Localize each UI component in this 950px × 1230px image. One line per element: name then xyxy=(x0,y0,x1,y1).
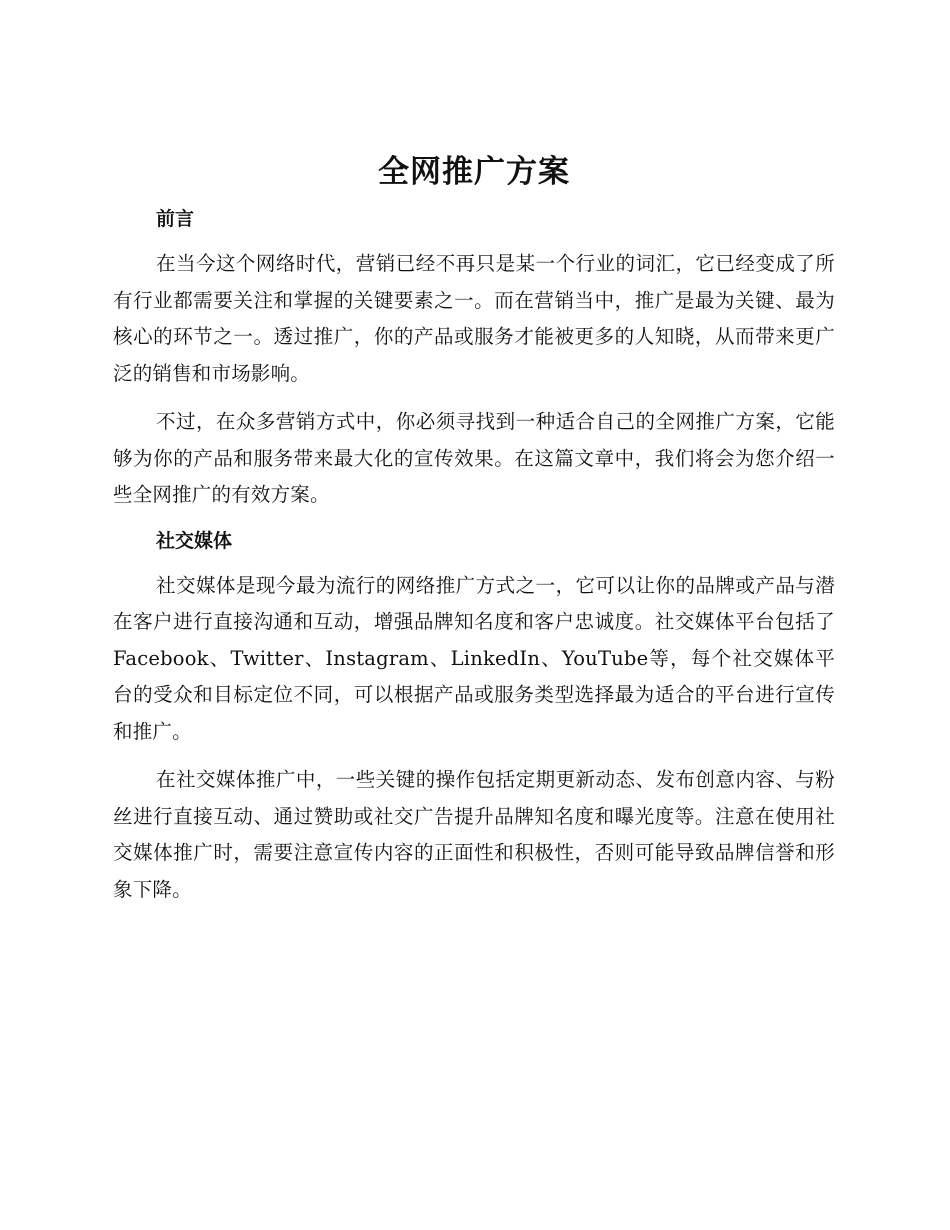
preface-paragraph-1: 在当今这个网络时代，营销已经不再只是某一个行业的词汇，它已经变成了所有行业都需要关注和掌握的关键要素之一。而在营销当中，推广是最为关键、最为核心的环节之一。透过推广，你的产品或服务才能被更多的人知晓，从而带来更广泛的销售和市场影响。 xyxy=(113,252,835,385)
social-media-paragraph-1: 社交媒体是现今最为流行的网络推广方式之一，它可以让你的品牌或产品与潜在客户进行直接沟通和互动，增强品牌知名度和客户忠诚度。社交媒体平台包括了Facebook、Twitter、Instagram、LinkedIn、YouTube等，每个社交媒体平台的受众和目标定位不同，可以根据产品或服务类型选择最为适合的平台进行宣传和推广。 xyxy=(113,573,835,743)
document-title: 全网推广方案 xyxy=(378,154,570,190)
document-body xyxy=(113,146,835,920)
preface-paragraph-2: 不过，在众多营销方式中，你必须寻找到一种适合自己的全网推广方案，它能够为你的产品和服务带来最大化的宣传效果。在这篇文章中，我们将会为您介绍一些全网推广的有效方案。 xyxy=(113,410,835,506)
section-heading-preface: 前言 xyxy=(156,208,195,230)
social-media-paragraph-2: 在社交媒体推广中，一些关键的操作包括定期更新动态、发布创意内容、与粉丝进行直接互动、通过赞助或社交广告提升品牌知名度和曝光度等。注意在使用社交媒体推广时，需要注意宣传内容的正面性和积极性，否则可能导致品牌信誉和形象下降。 xyxy=(113,768,835,901)
section-heading-social-media: 社交媒体 xyxy=(156,529,233,552)
